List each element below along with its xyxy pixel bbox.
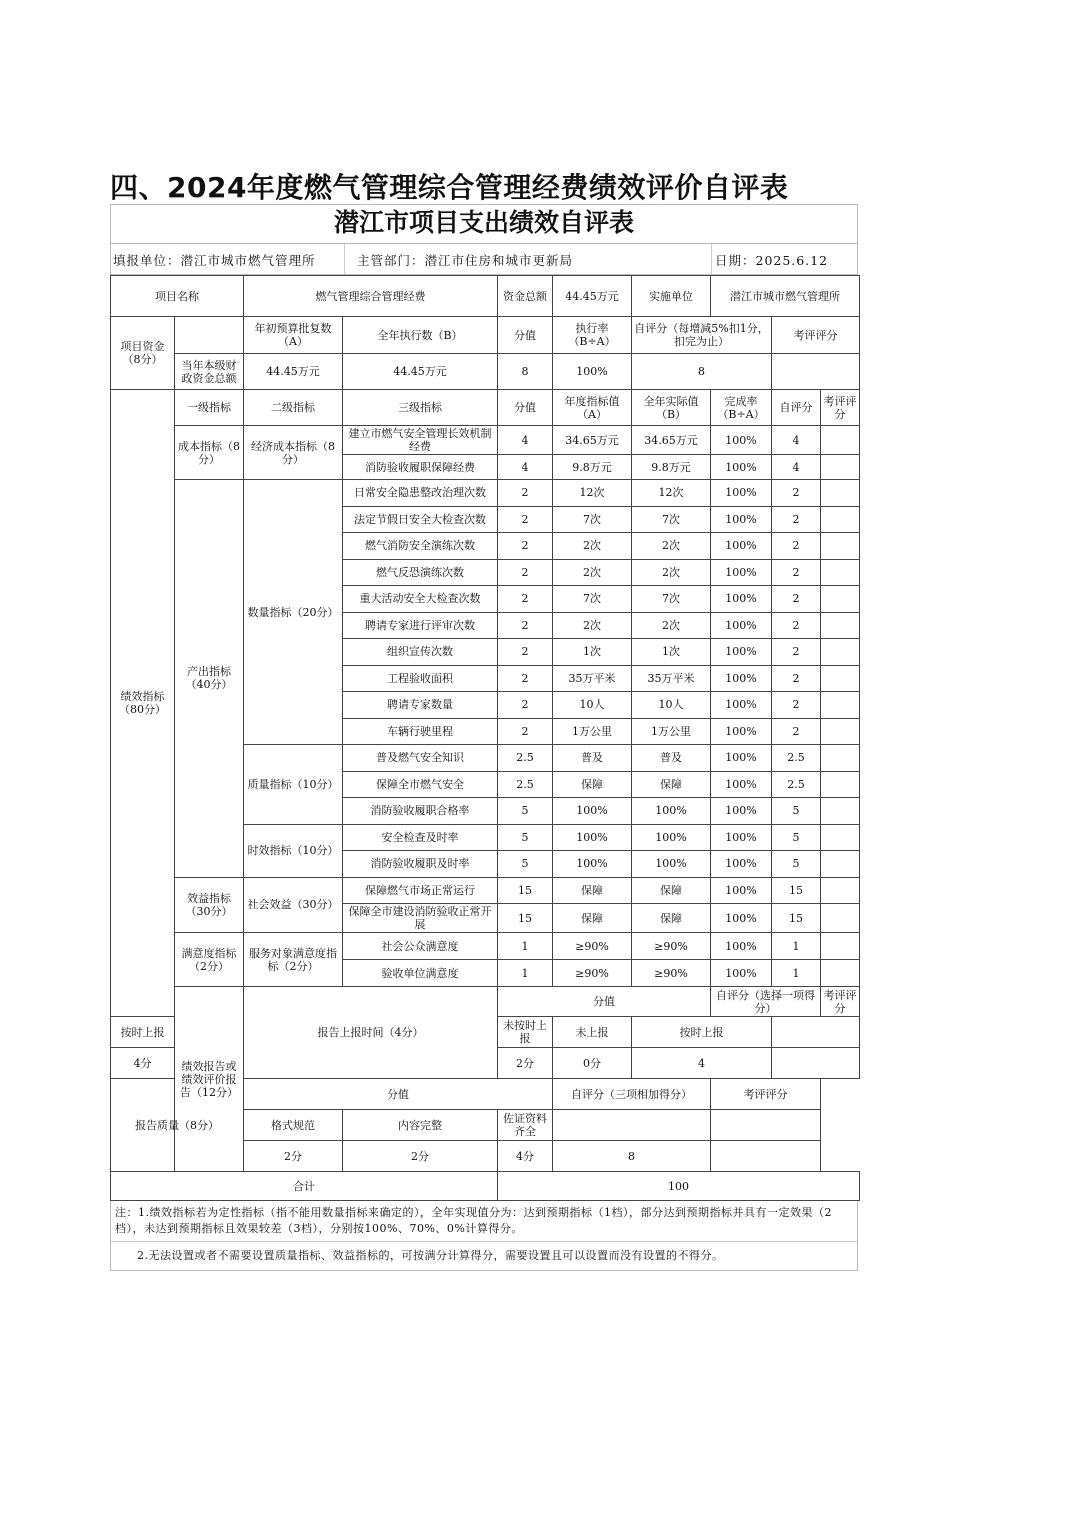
indicator-score: 2.5	[498, 771, 553, 798]
indicator-l2-quantity: 数量指标（20分）	[244, 480, 343, 745]
form-meta	[110, 243, 858, 275]
indicator-target: 2次	[553, 612, 632, 639]
indicator-target: 100%	[553, 824, 632, 851]
indicator-name: 日常安全隐患整改治理次数	[343, 480, 498, 507]
report-quality-self-blank	[553, 1110, 711, 1141]
indicator-name: 保障全市建设消防验收正常开展	[343, 904, 498, 933]
indicator-score: 2	[498, 692, 553, 719]
perf-h-actual: 全年实际值（B）	[632, 390, 711, 426]
notes	[110, 1201, 858, 1271]
indicator-rate: 100%	[711, 559, 772, 586]
indicator-review-score	[821, 960, 860, 987]
indicator-actual: 7次	[632, 586, 711, 613]
project-row	[111, 276, 860, 317]
report-time-self-score: 4	[632, 1048, 772, 1079]
indicator-row	[111, 933, 860, 960]
indicator-rate: 100%	[711, 480, 772, 507]
indicator-score: 1	[498, 933, 553, 960]
indicator-self-score: 15	[772, 877, 821, 904]
budget-header: 年初预算批复数（A）	[244, 317, 343, 354]
fund-row-label: 当年本级财政资金总额	[175, 354, 244, 390]
indicator-actual: 34.65万元	[632, 426, 711, 455]
supervising-dept: 主管部门：潜江市住房和城市更新局	[357, 253, 574, 268]
report-quality-evidence-value: 4分	[498, 1141, 553, 1172]
indicator-self-score: 5	[772, 798, 821, 825]
indicator-self-score: 15	[772, 904, 821, 933]
indicator-score: 15	[498, 877, 553, 904]
indicator-review-score	[821, 745, 860, 772]
indicator-review-score	[821, 877, 860, 904]
indicator-actual: ≥90%	[632, 933, 711, 960]
indicator-target: 保障	[553, 904, 632, 933]
indicator-score: 2	[498, 586, 553, 613]
fund-blank	[175, 317, 244, 354]
indicator-name: 法定节假日安全大检查次数	[343, 506, 498, 533]
indicator-score: 2.5	[498, 745, 553, 772]
evaluation-form	[110, 204, 858, 1271]
indicator-rate: 100%	[711, 533, 772, 560]
indicator-review-score	[821, 771, 860, 798]
indicator-self-score: 4	[772, 426, 821, 455]
project-name-label: 项目名称	[111, 276, 244, 317]
indicator-self-score: 1	[772, 960, 821, 987]
report-quality-label: 报告质量（8分）	[111, 1079, 244, 1172]
indicator-review-score	[821, 506, 860, 533]
indicator-review-score	[821, 692, 860, 719]
indicator-score: 5	[498, 798, 553, 825]
rate-header: 执行率（B÷A）	[553, 317, 632, 354]
indicator-actual: 1次	[632, 639, 711, 666]
indicator-review-score	[821, 824, 860, 851]
indicator-target: 35万平米	[553, 665, 632, 692]
perf-h-rate: 完成率（B÷A）	[711, 390, 772, 426]
indicator-rate: 100%	[711, 960, 772, 987]
perf-h-self: 自评分	[772, 390, 821, 426]
indicator-row	[111, 426, 860, 455]
score-header: 分值	[498, 317, 553, 354]
indicator-score: 2	[498, 506, 553, 533]
indicator-score: 4	[498, 426, 553, 455]
report-time-review-score	[772, 1048, 860, 1079]
indicator-self-score: 2	[772, 612, 821, 639]
indicator-self-score: 5	[772, 824, 821, 851]
indicator-self-score: 2	[772, 639, 821, 666]
review-header: 考评评分	[772, 317, 860, 354]
report-time-self: 按时上报	[632, 1017, 772, 1048]
indicator-self-score: 5	[772, 851, 821, 878]
indicator-review-score	[821, 612, 860, 639]
indicator-target: 7次	[553, 506, 632, 533]
indicator-name: 聘请专家进行评审次数	[343, 612, 498, 639]
report-time-score-label: 分值	[498, 987, 711, 1017]
indicator-self-score: 1	[772, 933, 821, 960]
indicator-l1-cost: 成本指标（8分）	[175, 426, 244, 480]
indicator-actual: ≥90%	[632, 960, 711, 987]
indicator-target: 1万公里	[553, 718, 632, 745]
report-quality-review-label: 考评评分	[711, 1079, 821, 1110]
indicator-rate: 100%	[711, 506, 772, 533]
fund-header-row	[111, 317, 860, 354]
indicator-score: 2	[498, 665, 553, 692]
indicator-target: 100%	[553, 798, 632, 825]
indicator-score: 1	[498, 960, 553, 987]
indicator-rate: 100%	[711, 877, 772, 904]
indicator-target: 12次	[553, 480, 632, 507]
total-fund-label: 资金总额	[498, 276, 553, 317]
fund-budget: 44.45万元	[244, 354, 343, 390]
indicator-review-score	[821, 718, 860, 745]
indicator-rate: 100%	[711, 904, 772, 933]
report-quality-content: 内容完整	[343, 1110, 498, 1141]
indicator-target: ≥90%	[553, 960, 632, 987]
report-quality-review-blank	[711, 1110, 821, 1141]
indicator-row	[111, 877, 860, 904]
indicator-l1-satisfaction: 满意度指标（2分）	[175, 933, 244, 987]
report-quality-self-score: 8	[553, 1141, 711, 1172]
indicator-self-score: 4	[772, 455, 821, 480]
indicator-target: 10人	[553, 692, 632, 719]
indicator-review-score	[821, 639, 860, 666]
indicator-self-score: 2	[772, 586, 821, 613]
indicator-l1-output: 产出指标（40分）	[175, 480, 244, 878]
indicator-score: 4	[498, 455, 553, 480]
indicator-review-score	[821, 586, 860, 613]
indicator-actual: 10人	[632, 692, 711, 719]
perf-h-l3: 三级指标	[343, 390, 498, 426]
indicator-score: 2	[498, 718, 553, 745]
indicator-name: 消防验收履职合格率	[343, 798, 498, 825]
indicator-review-score	[821, 933, 860, 960]
indicator-row	[111, 480, 860, 507]
impl-unit: 潜江市城市燃气管理所	[711, 276, 860, 317]
indicator-target: 7次	[553, 586, 632, 613]
note-2: 2.无法设置或者不需要设置质量指标、效益指标的，可按满分计算得分，需要设置且可以设置而没有设置的不得分。	[111, 1241, 857, 1270]
report-time-label: 报告上报时间（4分）	[244, 987, 498, 1079]
document-heading: 四、2024年度燃气管理综合管理经费绩效评价自评表	[110, 171, 789, 204]
report-time-review-cell	[772, 1017, 860, 1048]
indicator-review-score	[821, 480, 860, 507]
fund-exec: 44.45万元	[343, 354, 498, 390]
indicator-score: 15	[498, 904, 553, 933]
indicator-review-score	[821, 455, 860, 480]
indicator-rate: 100%	[711, 771, 772, 798]
impl-unit-label: 实施单位	[632, 276, 711, 317]
indicator-review-score	[821, 533, 860, 560]
indicator-actual: 9.8万元	[632, 455, 711, 480]
indicator-l2-satisfaction: 服务对象满意度指标（2分）	[244, 933, 343, 987]
fill-date: 日期：2025.6.12	[715, 253, 829, 268]
indicator-self-score: 2	[772, 480, 821, 507]
indicator-rate: 100%	[711, 851, 772, 878]
indicator-target: 1次	[553, 639, 632, 666]
indicator-target: 2次	[553, 559, 632, 586]
indicator-review-score	[821, 559, 860, 586]
indicator-rate: 100%	[711, 933, 772, 960]
indicator-self-score: 2	[772, 506, 821, 533]
indicator-review-score	[821, 665, 860, 692]
indicator-rate: 100%	[711, 612, 772, 639]
indicator-name: 燃气反恐演练次数	[343, 559, 498, 586]
indicator-self-score: 2	[772, 665, 821, 692]
evaluation-table-body	[111, 276, 860, 1201]
evaluation-table	[110, 275, 860, 1201]
total-fund: 44.45万元	[553, 276, 632, 317]
indicator-actual: 100%	[632, 851, 711, 878]
indicator-actual: 12次	[632, 480, 711, 507]
report-quality-content-value: 2分	[343, 1141, 498, 1172]
indicator-rate: 100%	[711, 426, 772, 455]
indicator-rate: 100%	[711, 798, 772, 825]
indicator-actual: 保障	[632, 877, 711, 904]
indicator-name: 普及燃气安全知识	[343, 745, 498, 772]
indicator-l2-quality: 质量指标（10分）	[244, 745, 343, 825]
indicator-rate: 100%	[711, 586, 772, 613]
indicator-name: 消防验收履职及时率	[343, 851, 498, 878]
exec-header: 全年执行数（B）	[343, 317, 498, 354]
indicator-actual: 2次	[632, 612, 711, 639]
perf-h-score: 分值	[498, 390, 553, 426]
report-option-late: 未按时上报	[498, 1017, 553, 1048]
indicator-score: 2	[498, 639, 553, 666]
report-quality-evidence: 佐证资料齐全	[498, 1110, 553, 1141]
fill-unit: 填报单位：潜江市城市燃气管理所	[113, 253, 316, 268]
indicator-name: 重大活动安全大检查次数	[343, 586, 498, 613]
indicator-l2-cost: 经济成本指标（8分）	[244, 426, 343, 480]
indicator-actual: 35万平米	[632, 665, 711, 692]
indicator-name: 车辆行驶里程	[343, 718, 498, 745]
indicator-target: 普及	[553, 745, 632, 772]
report-quality-format-value: 2分	[244, 1141, 343, 1172]
indicator-actual: 1万公里	[632, 718, 711, 745]
indicator-name: 燃气消防安全演练次数	[343, 533, 498, 560]
indicator-review-score	[821, 851, 860, 878]
indicator-target: 34.65万元	[553, 426, 632, 455]
indicator-actual: 100%	[632, 798, 711, 825]
indicator-score: 2	[498, 559, 553, 586]
indicator-score: 5	[498, 824, 553, 851]
indicator-actual: 普及	[632, 745, 711, 772]
indicator-actual: 2次	[632, 559, 711, 586]
indicator-self-score: 2	[772, 718, 821, 745]
project-name: 燃气管理综合管理经费	[244, 276, 498, 317]
indicator-name: 验收单位满意度	[343, 960, 498, 987]
indicator-review-score	[821, 904, 860, 933]
report-time-self-label: 自评分（选择一项得分）	[711, 987, 821, 1017]
indicator-name: 建立市燃气安全管理长效机制经费	[343, 426, 498, 455]
perf-h-target: 年度指标值（A）	[553, 390, 632, 426]
indicator-name: 社会公众满意度	[343, 933, 498, 960]
indicator-name: 工程验收面积	[343, 665, 498, 692]
fund-score: 8	[498, 354, 553, 390]
report-quality-format: 格式规范	[244, 1110, 343, 1141]
indicator-target: 保障	[553, 771, 632, 798]
indicator-target: 9.8万元	[553, 455, 632, 480]
total-value: 100	[498, 1172, 860, 1201]
indicator-rate: 100%	[711, 692, 772, 719]
perf-h-review: 考评评分	[821, 390, 860, 426]
report-value-ontime: 4分	[111, 1048, 175, 1079]
note-1: 注：1.绩效指标若为定性指标（指不能用数量指标来确定的），全年实现值分为：达到预期指标（1档），部分达到预期指标并具有一定效果（2档），未达到预期指标且效果较差（3档），分别按100%、70%、0%计算得分。	[115, 1206, 832, 1235]
fund-review-score	[772, 354, 860, 390]
report-quality-self-label: 自评分（三项相加得分）	[553, 1079, 711, 1110]
total-row	[111, 1172, 860, 1201]
fund-label: 项目资金（8分）	[111, 317, 175, 390]
report-row	[111, 987, 860, 1017]
perf-label: 绩效指标（80分）	[111, 390, 175, 1017]
report-value-none: 0分	[553, 1048, 632, 1079]
indicator-self-score: 2	[772, 533, 821, 560]
indicator-target: 保障	[553, 877, 632, 904]
indicator-actual: 7次	[632, 506, 711, 533]
perf-header-row	[111, 390, 860, 426]
indicator-actual: 保障	[632, 771, 711, 798]
indicator-target: ≥90%	[553, 933, 632, 960]
indicator-rate: 100%	[711, 455, 772, 480]
indicator-self-score: 2	[772, 559, 821, 586]
indicator-self-score: 2.5	[772, 745, 821, 772]
indicator-self-score: 2	[772, 692, 821, 719]
indicator-score: 2	[498, 533, 553, 560]
form-title: 潜江市项目支出绩效自评表	[110, 204, 858, 243]
indicator-actual: 保障	[632, 904, 711, 933]
indicator-rate: 100%	[711, 718, 772, 745]
indicator-target: 100%	[553, 851, 632, 878]
indicator-actual: 2次	[632, 533, 711, 560]
indicator-l2-social: 社会效益（30分）	[244, 877, 343, 933]
indicator-self-score: 2.5	[772, 771, 821, 798]
report-quality-review-score	[711, 1141, 821, 1172]
indicator-l2-timeliness: 时效指标（10分）	[244, 824, 343, 877]
indicator-rate: 100%	[711, 824, 772, 851]
report-time-review-label: 考评评分	[821, 987, 860, 1017]
indicator-actual: 100%	[632, 824, 711, 851]
indicator-score: 2	[498, 612, 553, 639]
indicator-review-score	[821, 426, 860, 455]
indicator-name: 组织宣传次数	[343, 639, 498, 666]
report-option-none: 未上报	[553, 1017, 632, 1048]
fund-self-score: 8	[632, 354, 772, 390]
report-quality-score-label: 分值	[244, 1079, 553, 1110]
fund-rate: 100%	[553, 354, 632, 390]
indicator-name: 消防验收履职保障经费	[343, 455, 498, 480]
indicator-name: 保障全市燃气安全	[343, 771, 498, 798]
self-score-header: 自评分（每增减5%扣1分，扣完为止）	[632, 317, 772, 354]
indicator-score: 5	[498, 851, 553, 878]
indicator-review-score	[821, 798, 860, 825]
indicator-name: 保障燃气市场正常运行	[343, 877, 498, 904]
perf-h-l1: 一级指标	[175, 390, 244, 426]
indicator-rate: 100%	[711, 665, 772, 692]
indicator-name: 聘请专家数量	[343, 692, 498, 719]
indicator-name: 安全检查及时率	[343, 824, 498, 851]
indicator-score: 2	[498, 480, 553, 507]
report-option-ontime: 按时上报	[111, 1017, 175, 1048]
fund-value-row	[111, 354, 860, 390]
report-value-late: 2分	[498, 1048, 553, 1079]
indicator-rate: 100%	[711, 639, 772, 666]
perf-h-l2: 二级指标	[244, 390, 343, 426]
indicator-target: 2次	[553, 533, 632, 560]
indicator-rate: 100%	[711, 745, 772, 772]
report-label: 绩效报告或绩效评价报告（12分）	[175, 987, 244, 1172]
indicator-l1-benefit: 效益指标（30分）	[175, 877, 244, 933]
total-label: 合计	[111, 1172, 498, 1201]
